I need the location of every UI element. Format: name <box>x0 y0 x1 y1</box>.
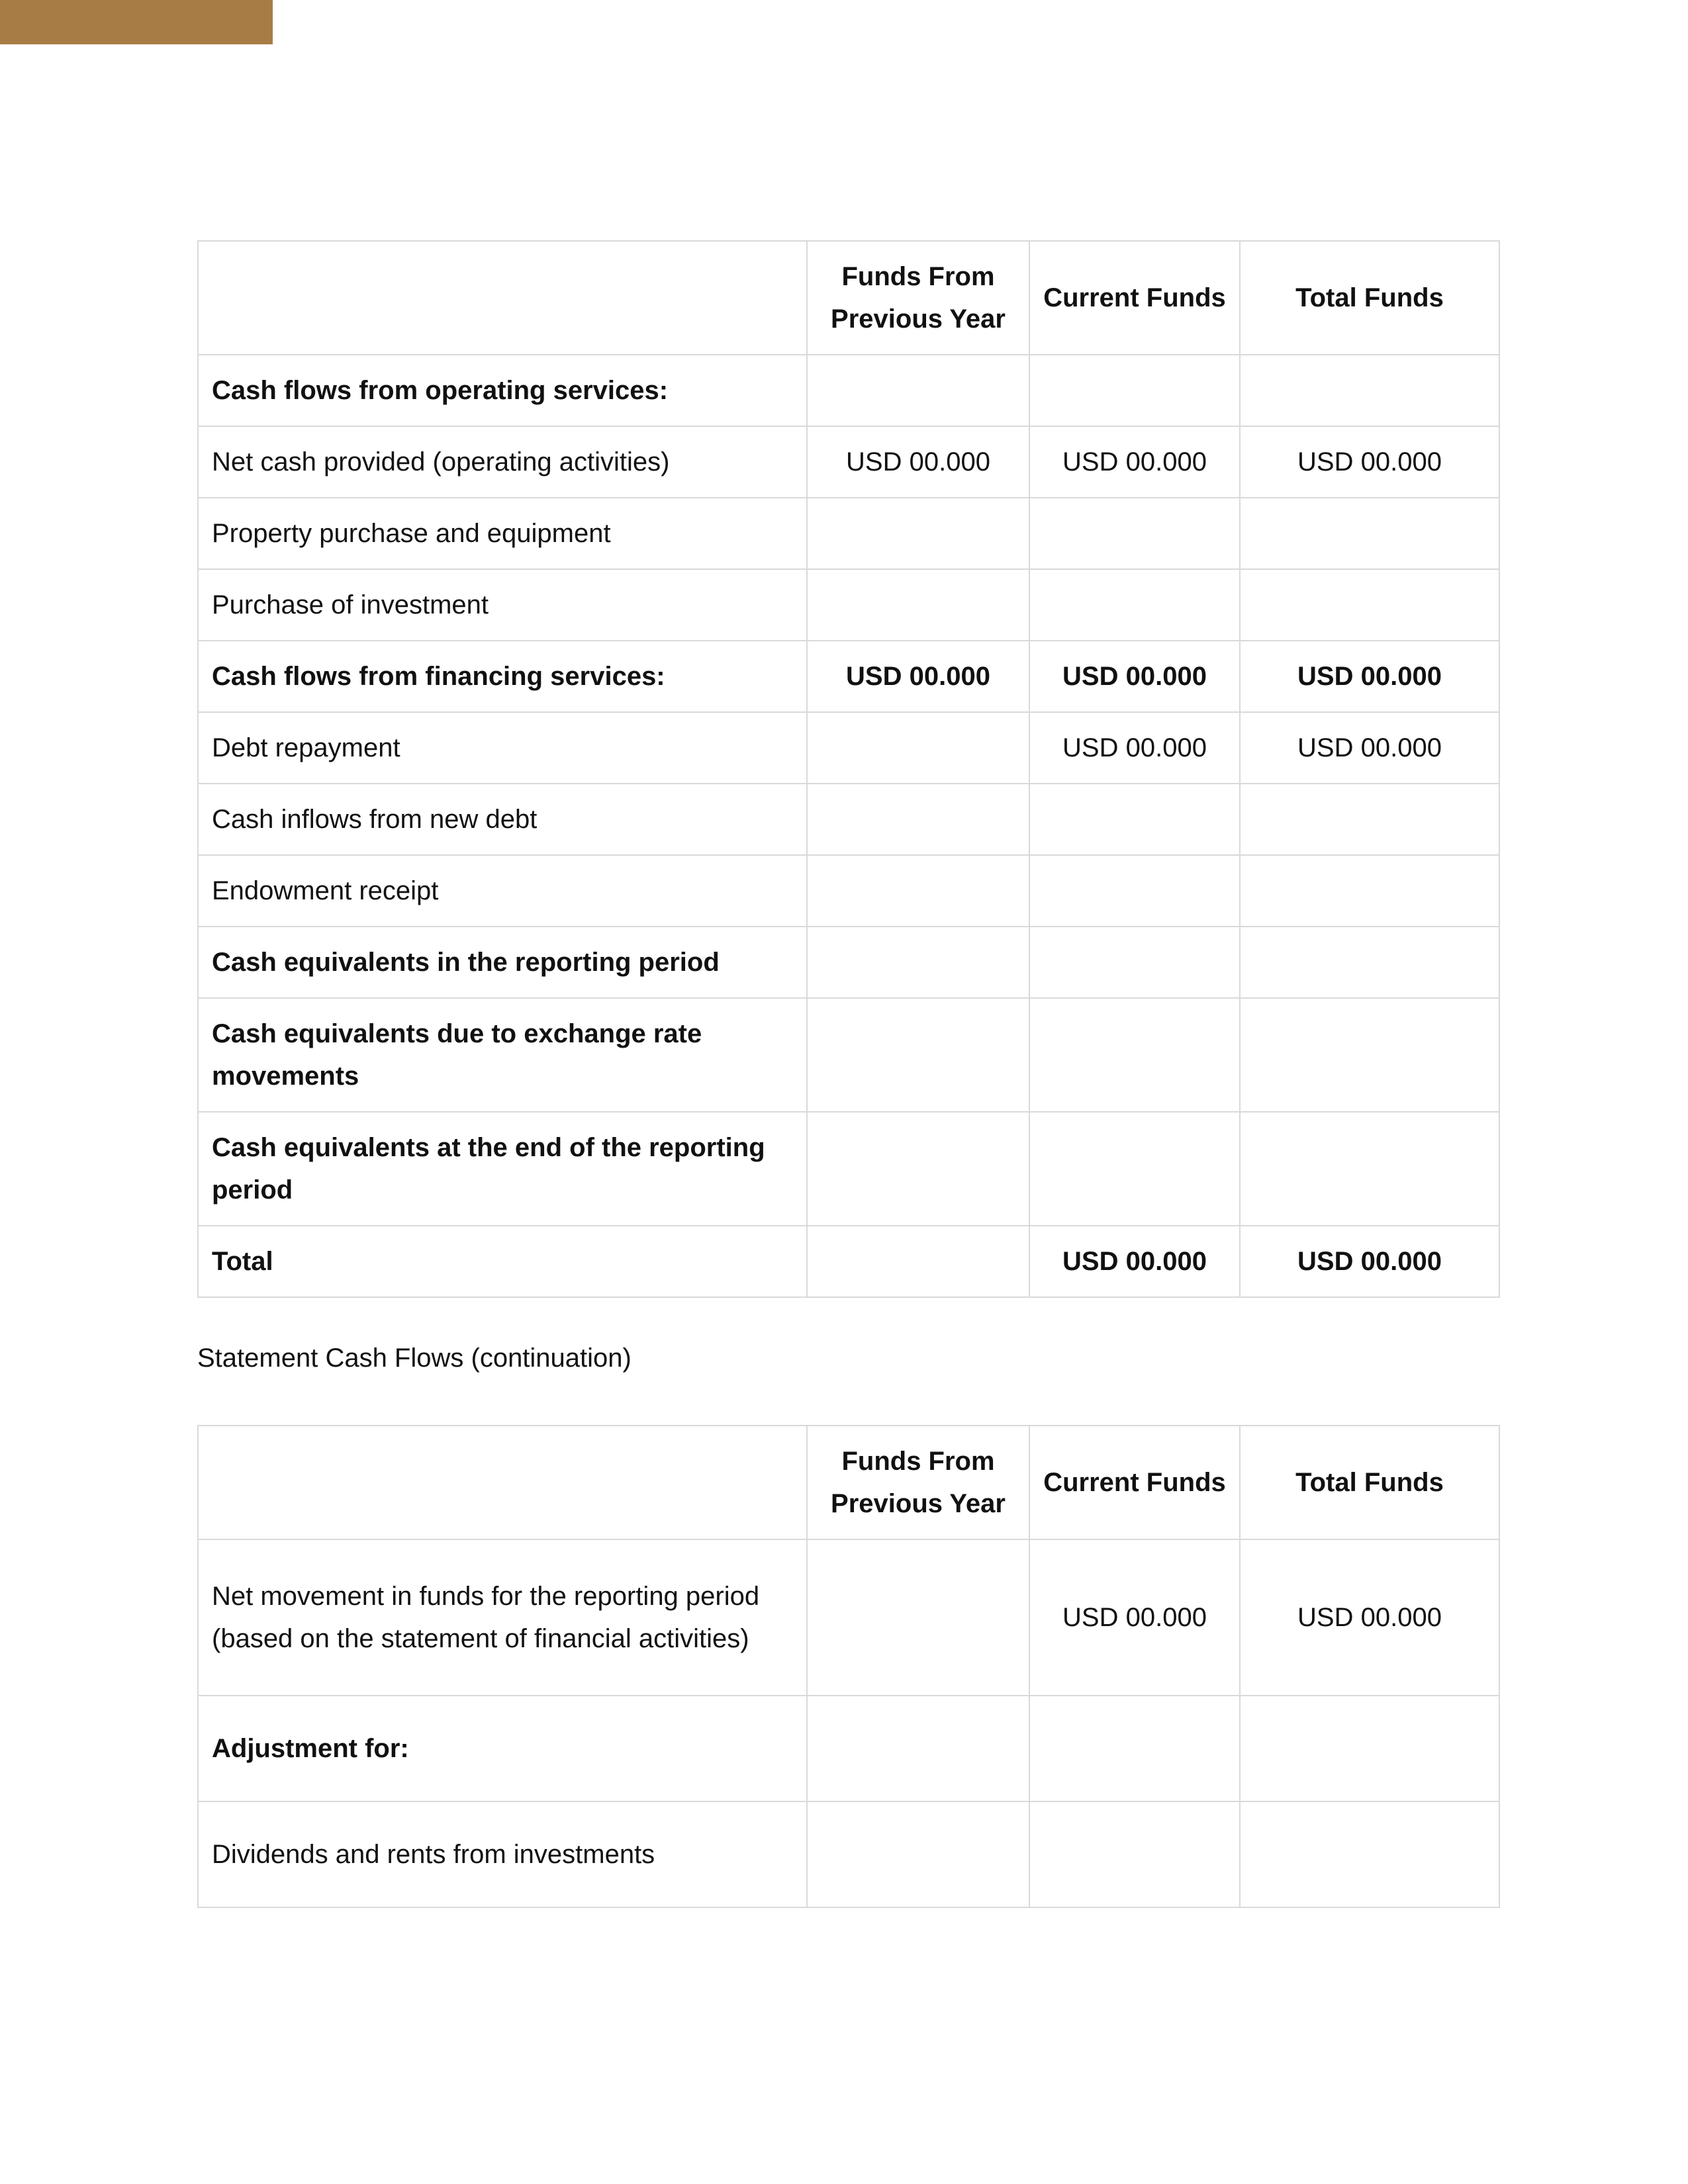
header-cell-total-funds: Total Funds <box>1240 241 1499 355</box>
row-label: Net movement in funds for the reporting period (based on the statement of financial activities) <box>198 1539 807 1696</box>
row-label: Cash equivalents in the reporting period <box>198 927 807 998</box>
cell-prev-year: USD 00.000 <box>807 641 1029 712</box>
cell-total-funds <box>1240 1696 1499 1801</box>
cell-prev-year <box>807 1801 1029 1907</box>
cell-total-funds <box>1240 1801 1499 1907</box>
cell-current-funds <box>1029 498 1240 569</box>
row-label: Dividends and rents from investments <box>198 1801 807 1907</box>
cell-current-funds: USD 00.000 <box>1029 1539 1240 1696</box>
row-label: Cash flows from financing services: <box>198 641 807 712</box>
table-row <box>198 784 1499 855</box>
cell-prev-year <box>807 355 1029 426</box>
row-label: Purchase of investment <box>198 569 807 641</box>
table-row <box>198 855 1499 927</box>
cell-prev-year <box>807 1112 1029 1226</box>
cell-current-funds: USD 00.000 <box>1029 426 1240 498</box>
cell-prev-year <box>807 498 1029 569</box>
cell-current-funds <box>1029 927 1240 998</box>
cell-total-funds <box>1240 784 1499 855</box>
header-cell-prev-year: Funds From Previous Year <box>807 1426 1029 1539</box>
header-cell-prev-year: Funds From Previous Year <box>807 241 1029 355</box>
cell-current-funds: USD 00.000 <box>1029 641 1240 712</box>
table-row <box>198 641 1499 712</box>
table-row <box>198 355 1499 426</box>
row-label: Property purchase and equipment <box>198 498 807 569</box>
cell-prev-year: USD 00.000 <box>807 426 1029 498</box>
row-label: Adjustment for: <box>198 1696 807 1801</box>
row-label: Net cash provided (operating activities) <box>198 426 807 498</box>
cell-current-funds <box>1029 355 1240 426</box>
cell-total-funds <box>1240 498 1499 569</box>
cell-current-funds <box>1029 1112 1240 1226</box>
cell-total-funds: USD 00.000 <box>1240 1226 1499 1297</box>
cell-total-funds: USD 00.000 <box>1240 1539 1499 1696</box>
row-label: Debt repayment <box>198 712 807 784</box>
cell-prev-year <box>807 998 1029 1112</box>
table-header-row <box>198 241 1499 355</box>
cell-current-funds: USD 00.000 <box>1029 712 1240 784</box>
header-cell-label <box>198 1426 807 1539</box>
cell-current-funds <box>1029 784 1240 855</box>
header-cell-label <box>198 241 807 355</box>
cell-total-funds <box>1240 1112 1499 1226</box>
table-row <box>198 712 1499 784</box>
cell-current-funds <box>1029 569 1240 641</box>
table-row-total <box>198 1226 1499 1297</box>
cell-current-funds <box>1029 1801 1240 1907</box>
row-label: Total <box>198 1226 807 1297</box>
table-row <box>198 426 1499 498</box>
cell-total-funds <box>1240 855 1499 927</box>
cell-total-funds <box>1240 927 1499 998</box>
cell-total-funds <box>1240 569 1499 641</box>
cell-total-funds <box>1240 355 1499 426</box>
cell-current-funds: USD 00.000 <box>1029 1226 1240 1297</box>
table-row <box>198 1112 1499 1226</box>
cell-prev-year <box>807 712 1029 784</box>
header-cell-total-funds: Total Funds <box>1240 1426 1499 1539</box>
cell-prev-year <box>807 1539 1029 1696</box>
cell-prev-year <box>807 784 1029 855</box>
header-cell-current-funds: Current Funds <box>1029 241 1240 355</box>
table-row <box>198 1801 1499 1907</box>
row-label: Cash flows from operating services: <box>198 355 807 426</box>
table-row <box>198 1539 1499 1696</box>
cell-total-funds: USD 00.000 <box>1240 712 1499 784</box>
cell-prev-year <box>807 1696 1029 1801</box>
cell-current-funds <box>1029 998 1240 1112</box>
table-row <box>198 498 1499 569</box>
table-row <box>198 569 1499 641</box>
cell-prev-year <box>807 927 1029 998</box>
table-row <box>198 927 1499 998</box>
cell-total-funds: USD 00.000 <box>1240 641 1499 712</box>
table-header-row <box>198 1426 1499 1539</box>
header-accent-bar <box>0 0 273 44</box>
table-row <box>198 998 1499 1112</box>
row-label: Endowment receipt <box>198 855 807 927</box>
cell-prev-year <box>807 855 1029 927</box>
cell-total-funds <box>1240 998 1499 1112</box>
cell-total-funds: USD 00.000 <box>1240 426 1499 498</box>
cell-prev-year <box>807 569 1029 641</box>
cell-prev-year <box>807 1226 1029 1297</box>
cash-flow-continuation-table <box>197 1425 1500 1908</box>
table-caption: Statement Cash Flows (continuation) <box>197 1343 632 1373</box>
cash-flow-table <box>197 240 1500 1298</box>
header-cell-current-funds: Current Funds <box>1029 1426 1240 1539</box>
row-label: Cash equivalents at the end of the reporting period <box>198 1112 807 1226</box>
row-label: Cash inflows from new debt <box>198 784 807 855</box>
cell-current-funds <box>1029 1696 1240 1801</box>
cell-current-funds <box>1029 855 1240 927</box>
table-row <box>198 1696 1499 1801</box>
row-label: Cash equivalents due to exchange rate movements <box>198 998 807 1112</box>
